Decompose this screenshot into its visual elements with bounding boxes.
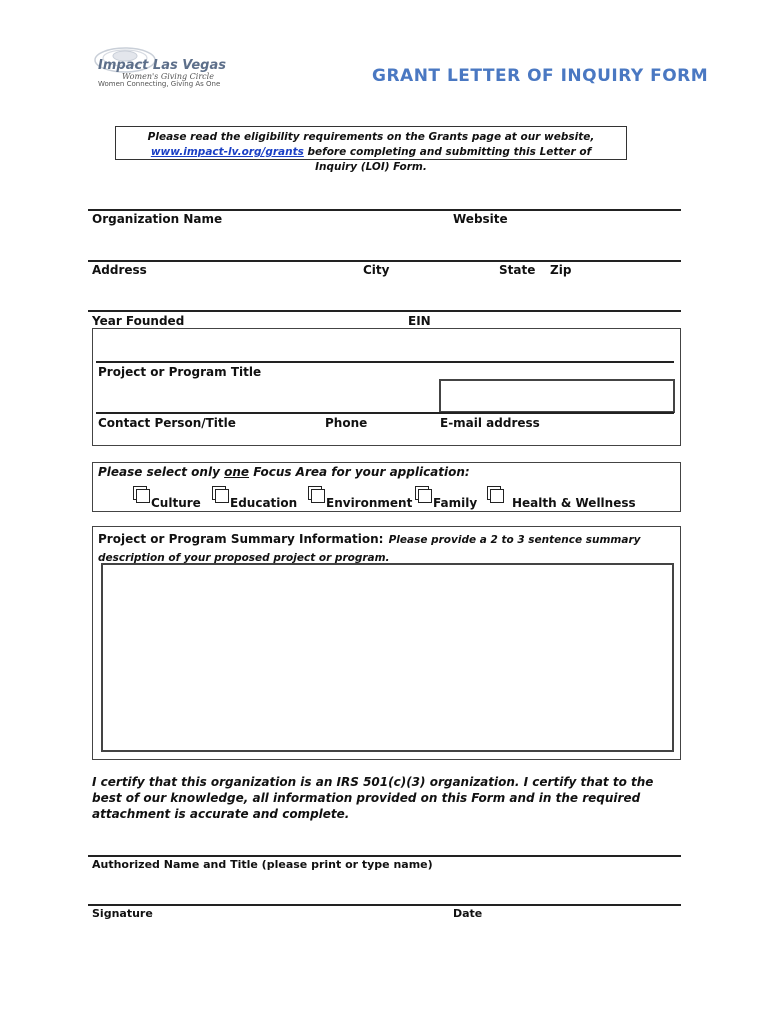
focus-prompt-before: Please select only (98, 465, 225, 479)
focus-area-prompt (98, 465, 470, 479)
focus-prompt-after: Focus Area for your application: (249, 465, 470, 479)
divider-line (88, 904, 681, 906)
divider-line (88, 209, 681, 211)
city-label: City (363, 263, 390, 277)
year-founded-label: Year Founded (92, 314, 185, 328)
project-title-field[interactable] (439, 379, 675, 413)
authorized-name-label: Authorized Name and Title (please print or type name) (92, 858, 433, 871)
eligibility-notice (115, 126, 627, 173)
divider-line (96, 412, 674, 414)
zip-label: Zip (550, 263, 572, 277)
health-wellness-option-label: Health & Wellness (512, 496, 636, 510)
phone-label: Phone (325, 416, 368, 430)
logo-tagline: Women Connecting, Giving As One (98, 80, 221, 88)
state-label: State (499, 263, 536, 277)
ein-label: EIN (408, 314, 431, 328)
education-checkbox[interactable] (215, 489, 229, 503)
email-label: E-mail address (440, 416, 540, 430)
divider-line (88, 260, 681, 262)
organization-name-label: Organization Name (92, 212, 223, 226)
health-wellness-checkbox[interactable] (490, 489, 504, 503)
focus-prompt-emphasis: one (224, 465, 250, 479)
summary-instruction: Please provide a 2 to 3 sentence summary description of your proposed project or program. (98, 534, 641, 564)
culture-option-label: Culture (151, 496, 201, 510)
grants-link[interactable]: www.impact-lv.org/grants (150, 146, 304, 158)
summary-header (98, 530, 673, 566)
logo-name: Impact Las Vegas (98, 58, 226, 73)
summary-label: Project or Program Summary Information: (98, 532, 384, 546)
environment-checkbox[interactable] (311, 489, 325, 503)
website-label: Website (453, 212, 508, 226)
family-option-label: Family (433, 496, 478, 510)
project-title-label: Project or Program Title (98, 365, 262, 379)
certification-statement: I certify that this organization is an IRS 501(c)(3) organization. I certify that to the best of our knowledge, all information provided on this Form and in the required attachment is accurate and complete. (92, 775, 654, 821)
environment-option-label: Environment (326, 496, 413, 510)
family-checkbox[interactable] (418, 489, 432, 503)
divider-line (88, 855, 681, 857)
notice-text-before: Please read the eligibility requirements on the Grants page at our website, (147, 131, 595, 143)
summary-textarea[interactable] (101, 563, 674, 752)
divider-line (96, 361, 674, 363)
logo-subtitle: Women's Giving Circle (122, 72, 214, 81)
signature-label: Signature (92, 907, 153, 920)
education-option-label: Education (230, 496, 298, 510)
notice-text-after: before completing and submitting this Letter of Inquiry (LOI) Form. (303, 146, 592, 173)
date-label: Date (453, 907, 483, 920)
contact-person-label: Contact Person/Title (98, 416, 236, 430)
address-label: Address (92, 263, 147, 277)
form-title: GRANT LETTER OF INQUIRY FORM (372, 66, 709, 86)
culture-checkbox[interactable] (136, 489, 150, 503)
divider-line (88, 310, 681, 312)
